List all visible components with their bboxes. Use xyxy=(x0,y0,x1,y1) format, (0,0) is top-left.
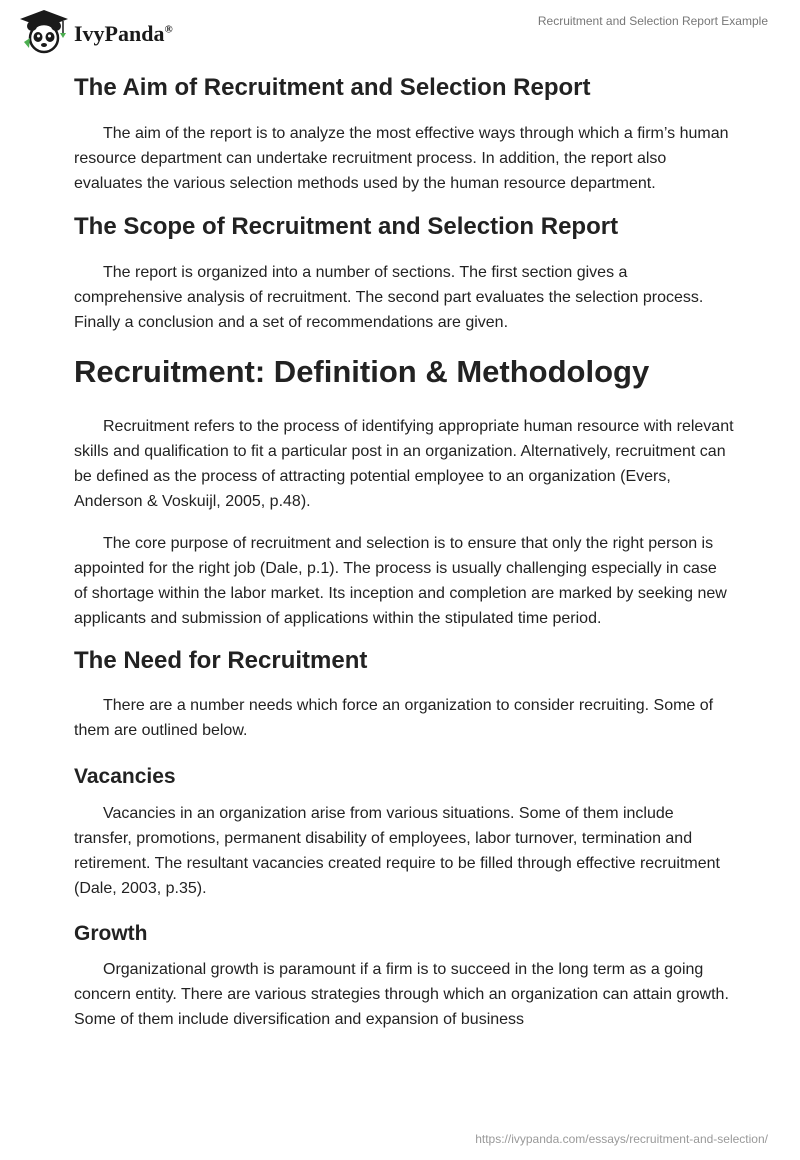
brand-name: IvyPanda® xyxy=(74,21,173,46)
recruitment-paragraph-1: Recruitment refers to the process of identifying appropriate human resource with relevant skills and qualification to fit a particular post in an organization. Alternatively, recruitment can be defined as the process of attracting potential employee to an organization (Evers, Anderson & Voskuijl, 2005, p.48). xyxy=(74,418,734,510)
recruitment-heading: Recruitment: Definition & Methodology xyxy=(74,354,650,389)
growth-heading: Growth xyxy=(74,922,148,945)
growth-paragraph: Organizational growth is paramount if a firm is to succeed in the long term as a going concern entity. There are various strategies through which an organization can attain growth. Some of them include diversification and expansion of business xyxy=(74,961,729,1028)
recruitment-paragraph-2: The core purpose of recruitment and selection is to ensure that only the right person is appointed for the right job (Dale, p.1). The process is usually challenging especially in case of shortage within the labor market. Its inception and completion are marked by seeking new applicants and submission of applications within the stipulated time period. xyxy=(74,535,727,627)
source-url[interactable]: https://ivypanda.com/essays/recruitment-and-selection/ xyxy=(475,1132,768,1146)
vacancies-heading: Vacancies xyxy=(74,765,176,788)
document-title: Recruitment and Selection Report Example xyxy=(537,14,768,28)
page-header xyxy=(0,0,800,60)
scope-paragraph: The report is organized into a number of sections. The first section gives a comprehensive analysis of recruitment. The second part evaluates the selection process. Finally a conclusion and a set of recommendations are given. xyxy=(74,264,704,331)
panda-graduate-icon xyxy=(16,8,72,56)
essay-content xyxy=(74,70,734,1032)
need-heading: The Need for Recruitment xyxy=(74,647,368,674)
ivypanda-logo[interactable] xyxy=(16,8,173,56)
vacancies-paragraph: Vacancies in an organization arise from various situations. Some of them include transfer, promotions, permanent disability of employees, labor turnover, termination and retirement. The resultant vacancies created require to be filled through effective recruitment (Dale, 2003, p.35). xyxy=(74,805,720,897)
need-paragraph: There are a number needs which force an organization to consider recruiting. Some of them are outlined below. xyxy=(74,697,714,739)
aim-paragraph: The aim of the report is to analyze the most effective ways through which a firm’s human resource department can undertake recruitment process. In addition, the report also evaluates the various selection methods used by the human resource department. xyxy=(74,125,729,192)
registered-mark: ® xyxy=(164,23,173,36)
aim-heading: The Aim of Recruitment and Selection Report xyxy=(74,74,591,101)
scope-heading: The Scope of Recruitment and Selection Report xyxy=(74,213,619,240)
